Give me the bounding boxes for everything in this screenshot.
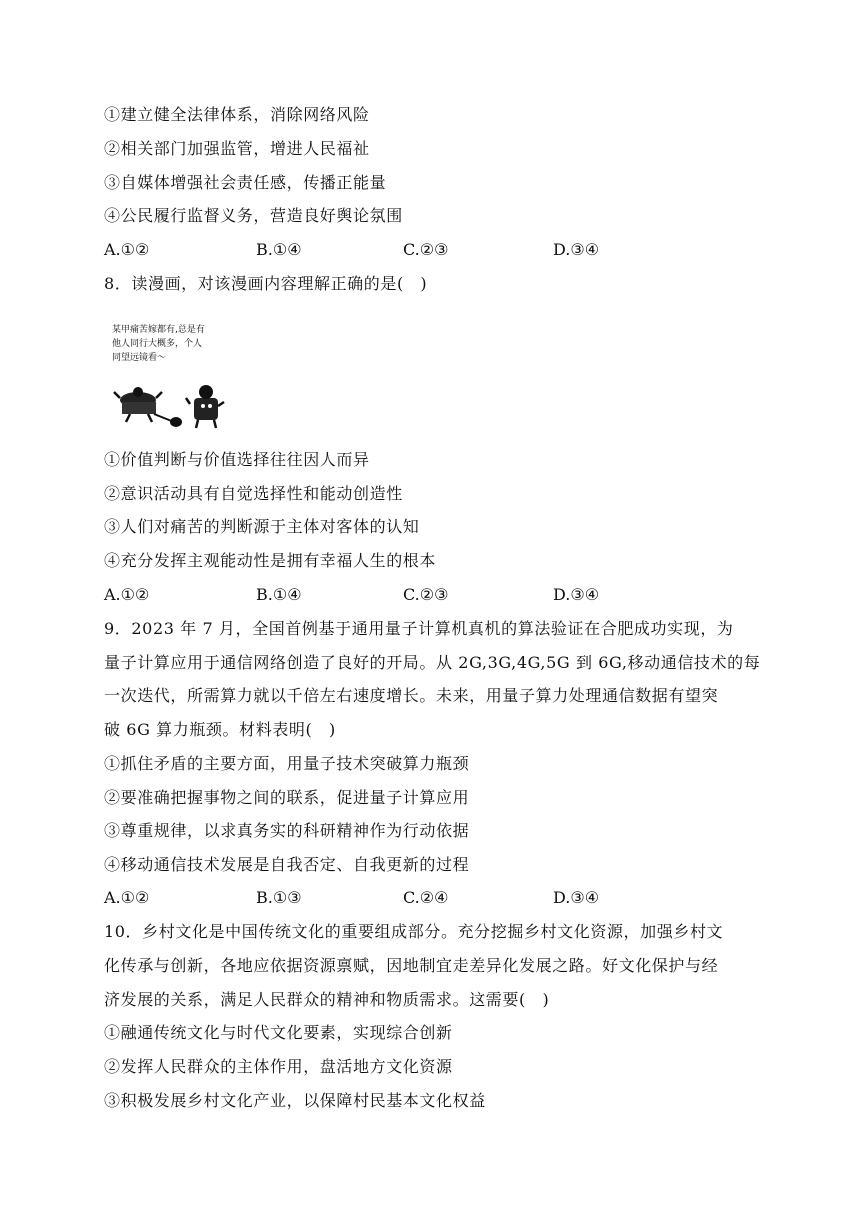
q9-option-1: ①抓住矛盾的主要方面，用量子技术突破算力瓶颈 <box>104 754 470 773</box>
q9-stem-line-4: 破 6G 算力瓶颈。材料表明( ) <box>104 720 336 739</box>
cartoon-right-figure <box>186 385 224 428</box>
cartoon-image <box>110 318 230 436</box>
q10-option-1: ①融通传统文化与时代文化要素，实现综合创新 <box>104 1023 453 1042</box>
q10-option-2: ②发挥人民群众的主体作用，盘活地方文化资源 <box>104 1057 453 1076</box>
q8-choice-c: C.②③ <box>403 585 449 604</box>
q7-choice-d: D.③④ <box>553 240 600 259</box>
cartoon-telescope <box>154 414 182 427</box>
q10-stem-line-2: 化传承与创新，各地应依据资源禀赋，因地制宜走差异化发展之路。好文化保护与经 <box>104 956 719 975</box>
q8-option-1: ①价值判断与价值选择往往因人而异 <box>104 450 370 469</box>
q8-option-4: ④充分发挥主观能动性是拥有幸福人生的根本 <box>104 551 437 570</box>
q9-choice-b: B.①③ <box>256 888 302 907</box>
q7-choice-c: C.②③ <box>403 240 449 259</box>
q7-option-2: ②相关部门加强监管，增进人民福祉 <box>104 139 370 158</box>
q8-stem: 8．读漫画，对该漫画内容理解正确的是( ) <box>104 274 428 293</box>
cartoon-text-line-2: 他人同行大概多，个人 <box>112 339 203 349</box>
q7-option-4: ④公民履行监督义务，营造良好舆论氛围 <box>104 206 403 225</box>
q9-option-2: ②要准确把握事物之间的联系，促进量子计算应用 <box>104 788 470 807</box>
q9-choice-c: C.②④ <box>403 888 449 907</box>
cartoon-left-figure <box>114 387 162 422</box>
q10-option-3: ③积极发展乡村文化产业，以保障村民基本文化权益 <box>104 1091 486 1110</box>
q7-choice-a: A.①② <box>104 240 150 259</box>
cartoon-text-line-1: 某甲痛苦嫁都有,总是有 <box>112 325 205 335</box>
q8-choice-a: A.①② <box>104 585 150 604</box>
q10-stem-line-3: 济发展的关系，满足人民群众的精神和物质需求。这需要( ) <box>104 990 550 1009</box>
q9-stem-line-3: 一次迭代，所需算力就以千倍左右速度增长。未来，用量子算力处理通信数据有望突 <box>104 686 719 705</box>
cartoon-text-line-3: 同望远镜看～ <box>112 353 167 363</box>
q8-choice-b: B.①④ <box>256 585 302 604</box>
q9-option-4: ④移动通信技术发展是自我否定、自我更新的过程 <box>104 855 470 874</box>
q9-choice-a: A.①② <box>104 888 150 907</box>
q8-option-3: ③人们对痛苦的判断源于主体对客体的认知 <box>104 517 420 536</box>
q10-stem-line-1: 10．乡村文化是中国传统文化的重要组成部分。充分挖掘乡村文化资源，加强乡村文 <box>104 922 724 941</box>
q7-choice-b: B.①④ <box>256 240 302 259</box>
q9-option-3: ③尊重规律，以求真务实的科研精神作为行动依据 <box>104 821 470 840</box>
q7-option-1: ①建立健全法律体系，消除网络风险 <box>104 105 370 124</box>
q9-stem-line-1: 9．2023 年 7 月，全国首例基于通用量子计算机真机的算法验证在合肥成功实现，为 <box>104 619 734 638</box>
q7-option-3: ③自媒体增强社会责任感，传播正能量 <box>104 173 387 192</box>
q8-choice-d: D.③④ <box>553 585 600 604</box>
q9-stem-line-2: 量子计算应用于通信网络创造了良好的开局。从 2G,3G,4G,5G 到 6G,移动通信技术的每 <box>104 653 761 672</box>
q8-option-2: ②意识活动具有自觉选择性和能动创造性 <box>104 484 403 503</box>
q9-choice-d: D.③④ <box>553 888 600 907</box>
